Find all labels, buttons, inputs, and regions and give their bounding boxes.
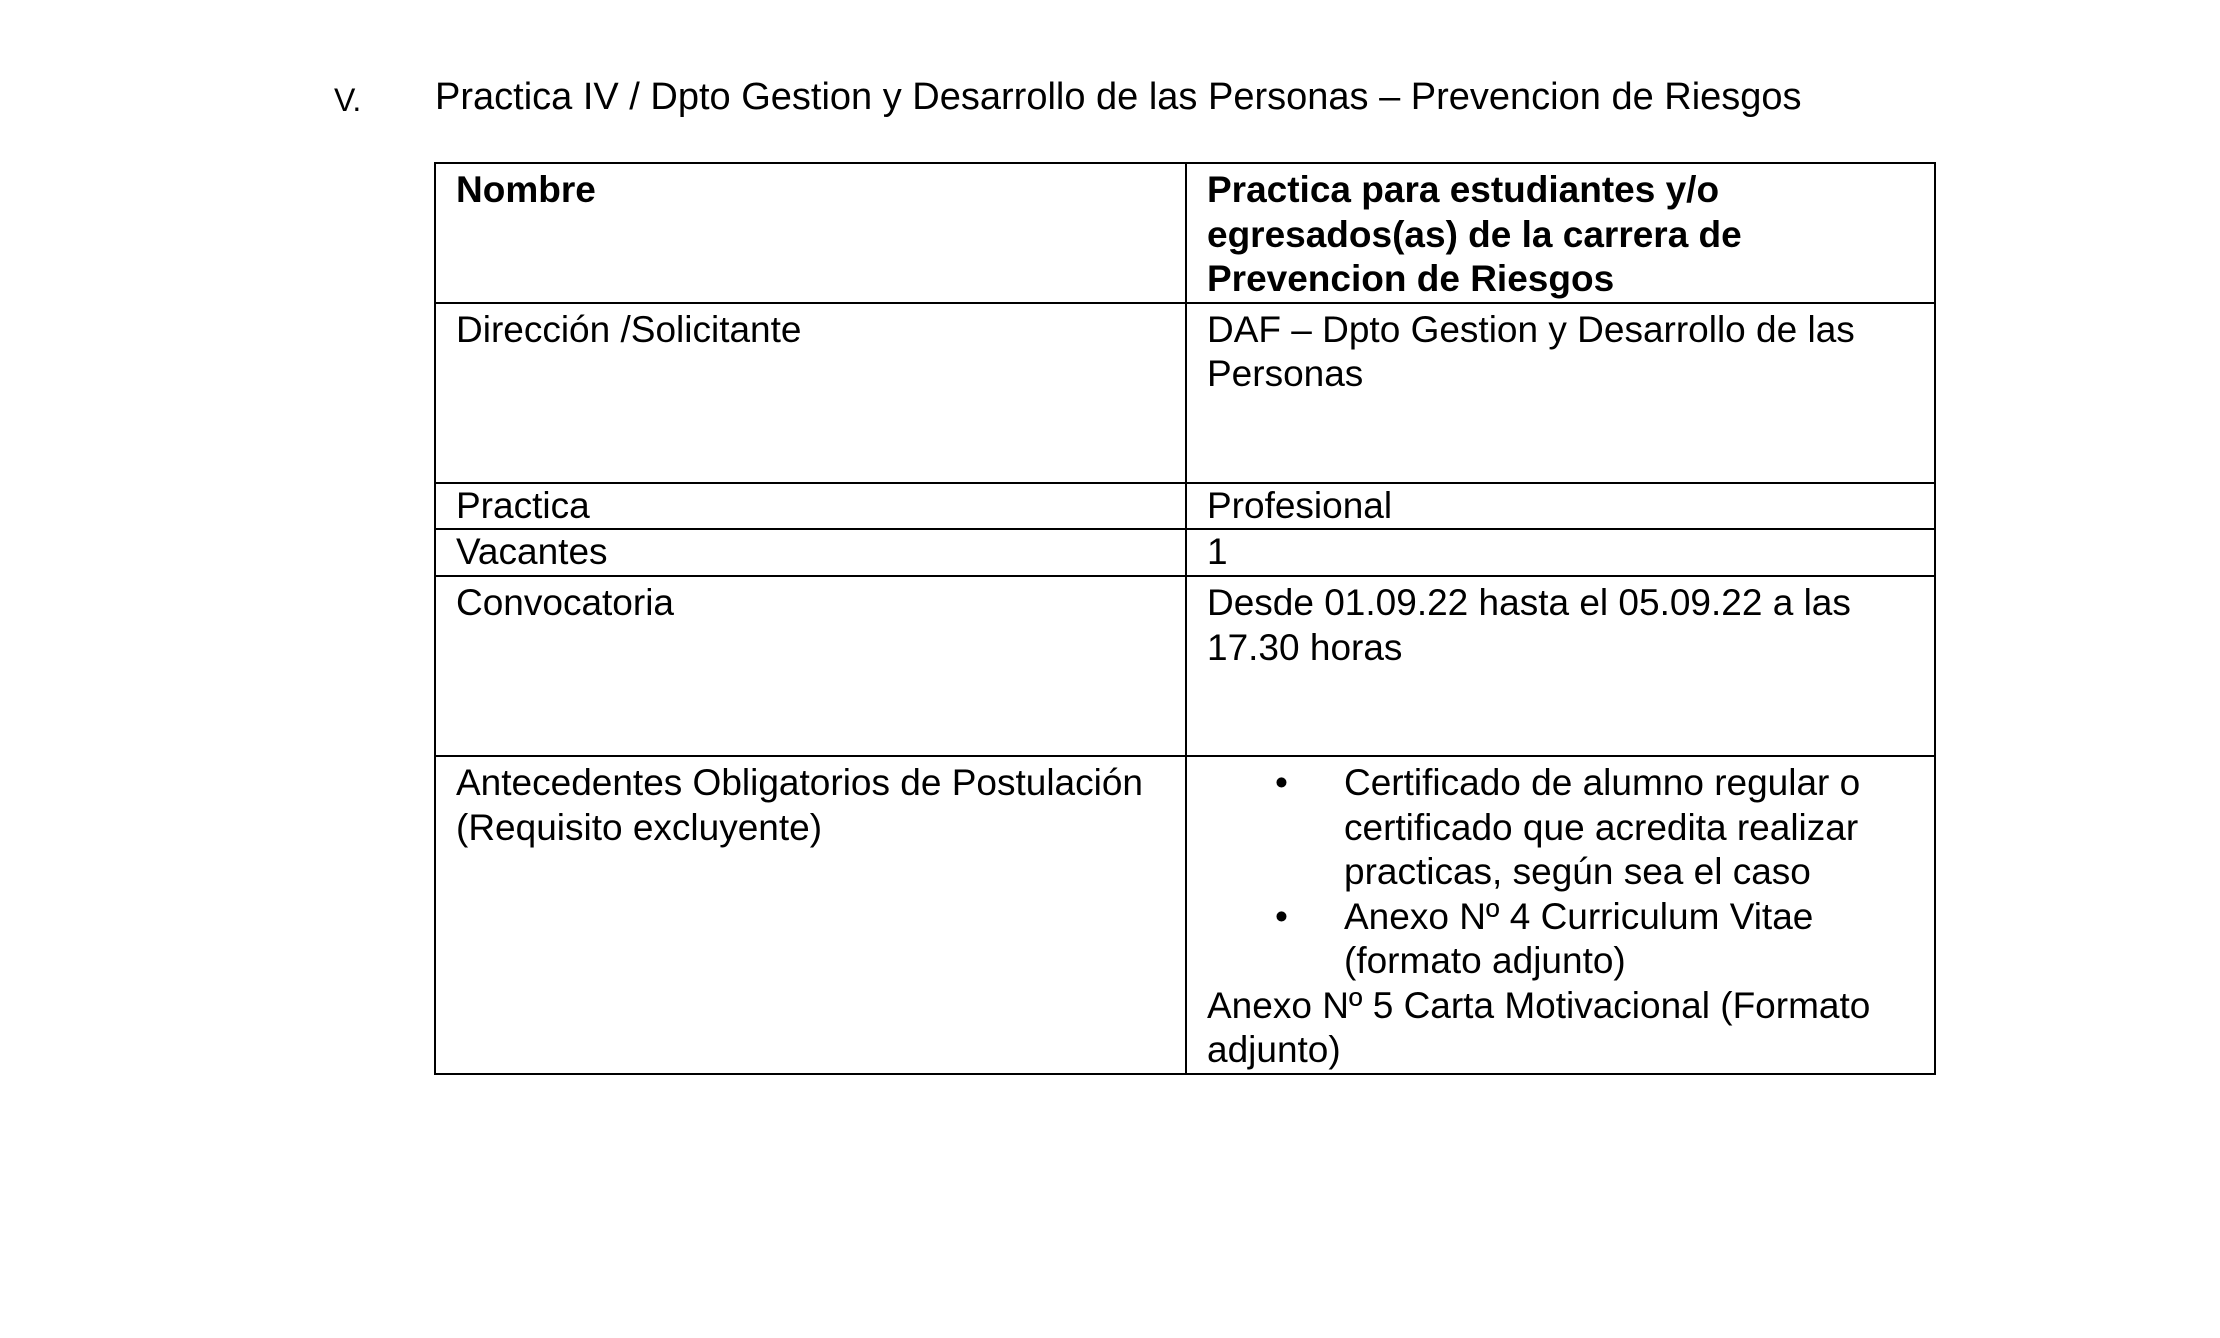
bullet-icon: • [1275, 895, 1288, 937]
antecedentes-label: Antecedentes Obligatorios de Postulación (Requisito excluyente) [435, 756, 1186, 1074]
nombre-label: Nombre [435, 163, 1186, 303]
requirement-trailing-text: Anexo Nº 5 Carta Motivacional (Formato adjunto) [1207, 984, 1871, 1070]
practica-value: Profesional [1186, 483, 1935, 530]
section-title: Practica IV / Dpto Gestion y Desarrollo de las Personas – Prevencion de Riesgos [435, 76, 1802, 118]
practica-label: Practica [435, 483, 1186, 530]
table-row-antecedentes [435, 756, 1935, 1074]
table-row-practica [435, 483, 1935, 530]
table-row-nombre [435, 163, 1935, 303]
vacantes-value: 1 [1186, 529, 1935, 576]
requirement-text: Certificado de alumno regular o certificado que acredita realizar practicas, según sea el caso [1344, 762, 1861, 892]
direccion-value: DAF – Dpto Gestion y Desarrollo de las Personas [1186, 303, 1935, 483]
requirement-text: Anexo Nº 4 Curriculum Vitae (formato adjunto) [1344, 895, 1814, 981]
list-item [1207, 761, 1914, 895]
table-row-convocatoria [435, 576, 1935, 756]
convocatoria-value: Desde 01.09.22 hasta el 05.09.22 a las 17.30 horas [1186, 576, 1935, 756]
requirements-list [1207, 761, 1914, 984]
table-row-direccion [435, 303, 1935, 483]
table-row-vacantes [435, 529, 1935, 576]
antecedentes-value [1186, 756, 1935, 1074]
nombre-value: Practica para estudiantes y/o egresados(as) de la carrera de Prevencion de Riesgos [1186, 163, 1935, 303]
section-heading [0, 70, 2220, 124]
bullet-icon: • [1275, 762, 1288, 803]
convocatoria-label: Convocatoria [435, 576, 1186, 756]
section-numeral: V. [334, 82, 362, 118]
list-item [1207, 895, 1914, 984]
vacantes-label: Vacantes [435, 529, 1186, 576]
direccion-label: Dirección /Solicitante [435, 303, 1186, 483]
internship-details-table [434, 162, 1936, 1075]
